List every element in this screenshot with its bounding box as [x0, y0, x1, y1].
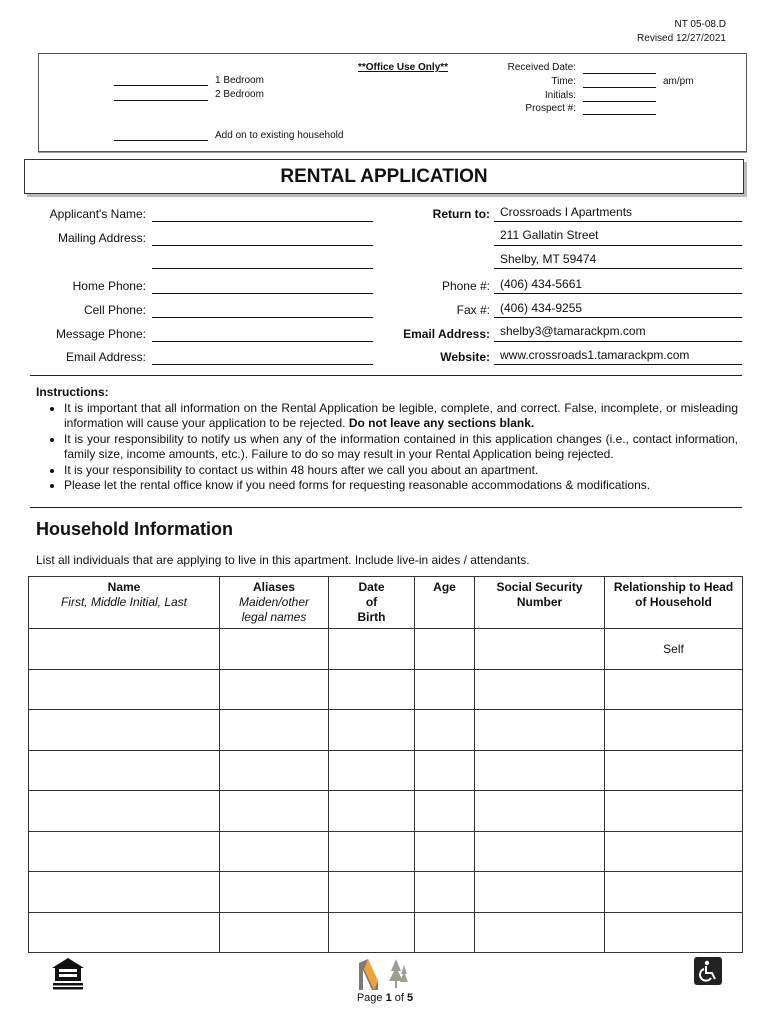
table-row	[29, 750, 743, 791]
page-prefix: Page	[356, 992, 386, 1004]
page-title: RENTAL APPLICATION	[280, 166, 488, 187]
message-phone-field[interactable]	[152, 341, 373, 342]
property-city-line	[494, 268, 742, 269]
revision-date: Revised 12/27/2021	[637, 33, 726, 44]
col-dob-1: Date	[358, 580, 385, 594]
col-aliases-sub1: Maiden/other	[238, 595, 310, 609]
time-field[interactable]	[583, 87, 656, 88]
cell-age[interactable]	[415, 629, 475, 670]
cell-aliases[interactable]	[220, 831, 329, 872]
cell-name[interactable]	[29, 912, 220, 953]
table-row	[29, 791, 743, 832]
office-phone-line	[494, 293, 742, 294]
cell-relationship[interactable]	[605, 750, 743, 791]
office-website: www.crossroads1.tamarackpm.com	[500, 348, 690, 362]
cell-age[interactable]	[415, 710, 475, 751]
instruction-text-1: It is important that all information on the Rental Application be legible, complete, and correct. False, incomplete, or misleading information will cause your application to be rejected.	[64, 400, 738, 430]
cell-age[interactable]	[415, 669, 475, 710]
applicant-name-label: Applicant's Name:	[49, 207, 146, 221]
cell-aliases[interactable]	[220, 669, 329, 710]
page-number	[0, 992, 770, 1004]
office-email-label: Email Address:	[403, 327, 490, 341]
mailing-address-field-2[interactable]	[152, 268, 373, 269]
instructions	[36, 385, 738, 494]
cell-ssn[interactable]	[475, 710, 605, 751]
table-row	[29, 629, 743, 670]
cell-name[interactable]	[29, 629, 220, 670]
col-rel-1: Relationship to Head	[613, 580, 734, 594]
instruction-bold-1: Do not leave any sections blank.	[348, 416, 535, 430]
table-row	[29, 831, 743, 872]
cell-relationship[interactable]	[605, 710, 743, 751]
col-aliases-sub2: legal names	[241, 610, 307, 624]
instruction-item-3: • It is your responsibility to contact us within 48 hours after we call you about an apartment.	[64, 463, 738, 479]
cell-age[interactable]	[415, 912, 475, 953]
col-aliases-title: Aliases	[252, 580, 296, 594]
instructions-list	[36, 401, 738, 494]
cell-aliases[interactable]	[220, 791, 329, 832]
phone-label: Phone #:	[441, 279, 490, 293]
table-row	[29, 710, 743, 751]
office-phone: (406) 434-5661	[500, 277, 583, 291]
col-name-title: Name	[107, 580, 141, 594]
cell-relationship[interactable]	[605, 791, 743, 832]
col-dob	[329, 577, 415, 629]
document-code	[637, 18, 726, 46]
household-intro: List all individuals that are applying to live in this apartment. Include live-in aides / attendants.	[36, 553, 530, 567]
addon-label: Add on to existing household	[215, 130, 344, 141]
received-date-label: Received Date:	[507, 62, 576, 73]
return-to-label: Return to:	[432, 207, 490, 221]
property-name: Crossroads I Apartments	[500, 205, 633, 219]
instructions-heading: Instructions:	[36, 385, 109, 399]
email-address-label: Email Address:	[65, 350, 146, 364]
property-street: 211 Gallatin Street	[500, 228, 599, 242]
bedroom1-label: 1 Bedroom	[215, 75, 264, 86]
cell-name[interactable]	[29, 872, 220, 913]
cell-relationship[interactable]	[605, 872, 743, 913]
cell-ssn[interactable]	[475, 831, 605, 872]
office-fax: (406) 434-9255	[500, 301, 583, 315]
company-logo-icon	[356, 957, 412, 991]
cell-name[interactable]	[29, 791, 220, 832]
table-row	[29, 912, 743, 953]
col-rel-2: of Household	[635, 595, 712, 609]
bedroom2-field[interactable]	[114, 100, 208, 101]
col-age-title: Age	[433, 580, 456, 594]
col-ssn	[475, 577, 605, 629]
cell-age[interactable]	[415, 750, 475, 791]
cell-ssn[interactable]	[475, 872, 605, 913]
cell-age[interactable]	[415, 831, 475, 872]
office-use-heading: **Office Use Only**	[358, 62, 449, 73]
office-email: shelby3@tamarackpm.com	[500, 324, 646, 338]
form-number: NT 05-08.D	[674, 19, 726, 30]
page-of: of	[391, 992, 408, 1004]
cell-dob[interactable]	[329, 669, 415, 710]
cell-dob[interactable]	[329, 750, 415, 791]
cell-aliases[interactable]	[220, 872, 329, 913]
website-label: Website:	[440, 350, 490, 364]
cell-ssn[interactable]	[475, 912, 605, 953]
table-row	[29, 872, 743, 913]
office-fax-line	[494, 317, 742, 318]
office-website-line	[494, 364, 742, 365]
cell-aliases[interactable]	[220, 912, 329, 953]
cell-aliases[interactable]	[220, 710, 329, 751]
section-divider	[30, 375, 742, 376]
cell-age[interactable]	[415, 791, 475, 832]
addon-field[interactable]	[114, 140, 208, 141]
cell-ssn[interactable]	[475, 629, 605, 670]
equal-housing-icon	[50, 957, 86, 991]
message-phone-label: Message Phone:	[55, 327, 146, 341]
cell-name[interactable]	[29, 669, 220, 710]
property-city: Shelby, MT 59474	[500, 252, 597, 266]
prospect-label: Prospect #:	[525, 103, 576, 114]
instruction-item-2: • It is your responsibility to notify us when any of the information contained in this application changes (i.e., contact information, family size, income amounts, etc.). Failure to do so may result in your Rental Application being rejected.	[64, 432, 738, 463]
cell-relationship[interactable]	[605, 831, 743, 872]
cell-phone-field[interactable]	[152, 317, 373, 318]
cell-dob[interactable]	[329, 629, 415, 670]
office-email-line	[494, 341, 742, 342]
cell-age[interactable]	[415, 872, 475, 913]
col-aliases	[220, 577, 329, 629]
col-ssn-1: Social Security	[496, 580, 583, 594]
bedroom1-field[interactable]	[114, 85, 208, 86]
cell-name[interactable]	[29, 831, 220, 872]
cell-dob[interactable]	[329, 912, 415, 953]
email-address-field[interactable]	[152, 364, 373, 365]
cell-relationship[interactable]	[605, 669, 743, 710]
household-heading: Household Information	[36, 519, 233, 539]
initials-label: Initials:	[544, 90, 576, 101]
ampm-label: am/pm	[663, 76, 694, 87]
cell-name[interactable]	[29, 710, 220, 751]
col-name	[29, 577, 220, 629]
property-street-line	[494, 245, 742, 246]
col-relationship	[605, 577, 743, 629]
col-age	[415, 577, 475, 629]
col-dob-3: Birth	[357, 610, 386, 624]
accessibility-icon	[694, 957, 722, 985]
time-label: Time:	[551, 76, 576, 87]
col-dob-2: of	[365, 595, 378, 609]
cell-dob[interactable]	[329, 831, 415, 872]
cell-phone-label: Cell Phone:	[83, 303, 146, 317]
cell-ssn[interactable]	[475, 669, 605, 710]
bedroom2-label: 2 Bedroom	[215, 89, 264, 100]
mailing-address-field[interactable]	[152, 245, 373, 246]
cell-relationship[interactable]	[605, 629, 743, 670]
initials-field[interactable]	[583, 101, 656, 102]
cell-relationship[interactable]	[605, 912, 743, 953]
prospect-field[interactable]	[583, 114, 656, 115]
property-name-line	[494, 221, 742, 222]
mailing-address-label: Mailing Address:	[57, 231, 146, 245]
home-phone-field[interactable]	[152, 293, 373, 294]
table-header-row	[29, 577, 743, 629]
instruction-item-4: • Please let the rental office know if you need forms for requesting reasonable accommodations & modifications.	[64, 478, 738, 494]
cell-dob[interactable]	[329, 872, 415, 913]
cell-aliases[interactable]	[220, 750, 329, 791]
fax-label: Fax #:	[456, 303, 490, 317]
household-table	[28, 576, 743, 953]
applicant-name-field[interactable]	[152, 221, 373, 222]
cell-dob[interactable]	[329, 710, 415, 751]
cell-name[interactable]	[29, 750, 220, 791]
instruction-item-1	[64, 401, 738, 432]
cell-ssn[interactable]	[475, 750, 605, 791]
col-name-sub: First, Middle Initial, Last	[60, 595, 188, 609]
cell-dob[interactable]	[329, 791, 415, 832]
cell-aliases[interactable]	[220, 629, 329, 670]
page-total: 5	[407, 992, 414, 1004]
received-date-field[interactable]	[583, 73, 656, 74]
title-box	[24, 159, 744, 194]
cell-ssn[interactable]	[475, 791, 605, 832]
col-ssn-2: Number	[516, 595, 563, 609]
page-current: 1	[385, 992, 392, 1004]
section-divider-2	[30, 507, 742, 508]
home-phone-label: Home Phone:	[72, 279, 146, 293]
relationship-self: Self	[663, 641, 684, 656]
table-row	[29, 669, 743, 710]
